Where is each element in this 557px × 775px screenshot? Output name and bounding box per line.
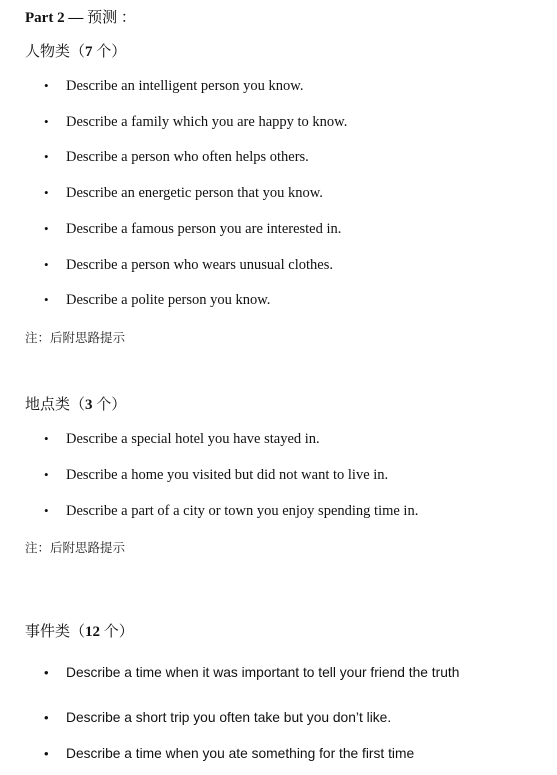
list-item-text: Describe a short trip you often take but you don’t like.: [66, 709, 392, 725]
list-item: [44, 255, 333, 275]
list-item-text: Describe an energetic person that you know.: [66, 184, 323, 201]
section-heading-prefix: 地点类（: [25, 397, 86, 413]
bullet: •: [44, 292, 49, 307]
list-item-text: Describe a family which you are happy to know.: [66, 113, 348, 130]
bullet: •: [44, 664, 49, 680]
section-heading-prefix: 事件类（: [25, 624, 86, 640]
bullet: •: [44, 149, 49, 164]
section-note: 注：后附思路提示: [25, 541, 126, 555]
list-item: [44, 76, 303, 96]
list-item: [44, 112, 347, 132]
section-heading-suffix: 个）: [92, 397, 127, 413]
list-item-text: Describe a time when it was important to tell your friend the truth: [66, 664, 460, 680]
section-note: 注：后附思路提示: [25, 331, 126, 345]
list-item-text: Describe a person who often helps others.: [66, 148, 309, 165]
list-item: [44, 707, 391, 727]
list-item: [44, 501, 418, 521]
list-item-text: Describe a time when you ate something for the first time: [66, 745, 415, 761]
bullet: •: [44, 745, 49, 761]
bullet: •: [44, 503, 49, 518]
list-item: [44, 465, 388, 485]
section-count: 3: [85, 397, 93, 413]
list-item: [44, 662, 459, 682]
list-item-text: Describe a famous person you are interested in.: [66, 220, 342, 237]
list-item: [44, 183, 323, 203]
section-heading-suffix: 个）: [100, 624, 134, 640]
section-count: 7: [85, 44, 93, 60]
part-title-text: 预测: [87, 10, 118, 26]
bullet: •: [44, 257, 49, 272]
list-item-text: Describe a polite person you know.: [66, 291, 271, 308]
part-label: Part 2: [25, 10, 65, 26]
part-colon: ：: [117, 10, 136, 26]
section-heading-places: [25, 393, 126, 414]
list-item-text: Describe a home you visited but did not want to live in.: [66, 466, 389, 483]
list-item: [44, 743, 414, 763]
list-item-text: Describe an intelligent person you know.: [66, 77, 304, 94]
list-item-text: Describe a part of a city or town you enjoy spending time in.: [66, 502, 419, 519]
list-item: [44, 290, 270, 310]
list-item: [44, 429, 320, 449]
part-title: [25, 6, 136, 27]
bullet: •: [44, 114, 49, 129]
bullet: •: [44, 221, 49, 236]
list-item-text: Describe a person who wears unusual clothes.: [66, 256, 333, 273]
section-count: 12: [85, 624, 101, 640]
bullet: •: [44, 78, 49, 93]
list-item: [44, 219, 341, 239]
bullet: •: [44, 185, 49, 200]
section-heading-prefix: 人物类（: [25, 44, 86, 60]
bullet: •: [44, 467, 49, 482]
part-dash: —: [64, 10, 88, 26]
section-heading-people: [25, 40, 126, 61]
section-heading-suffix: 个）: [92, 44, 127, 60]
section-heading-events: [25, 620, 134, 641]
list-item-text: Describe a special hotel you have stayed in.: [66, 430, 320, 447]
list-item: [44, 147, 309, 167]
bullet: •: [44, 431, 49, 446]
bullet: •: [44, 709, 49, 725]
